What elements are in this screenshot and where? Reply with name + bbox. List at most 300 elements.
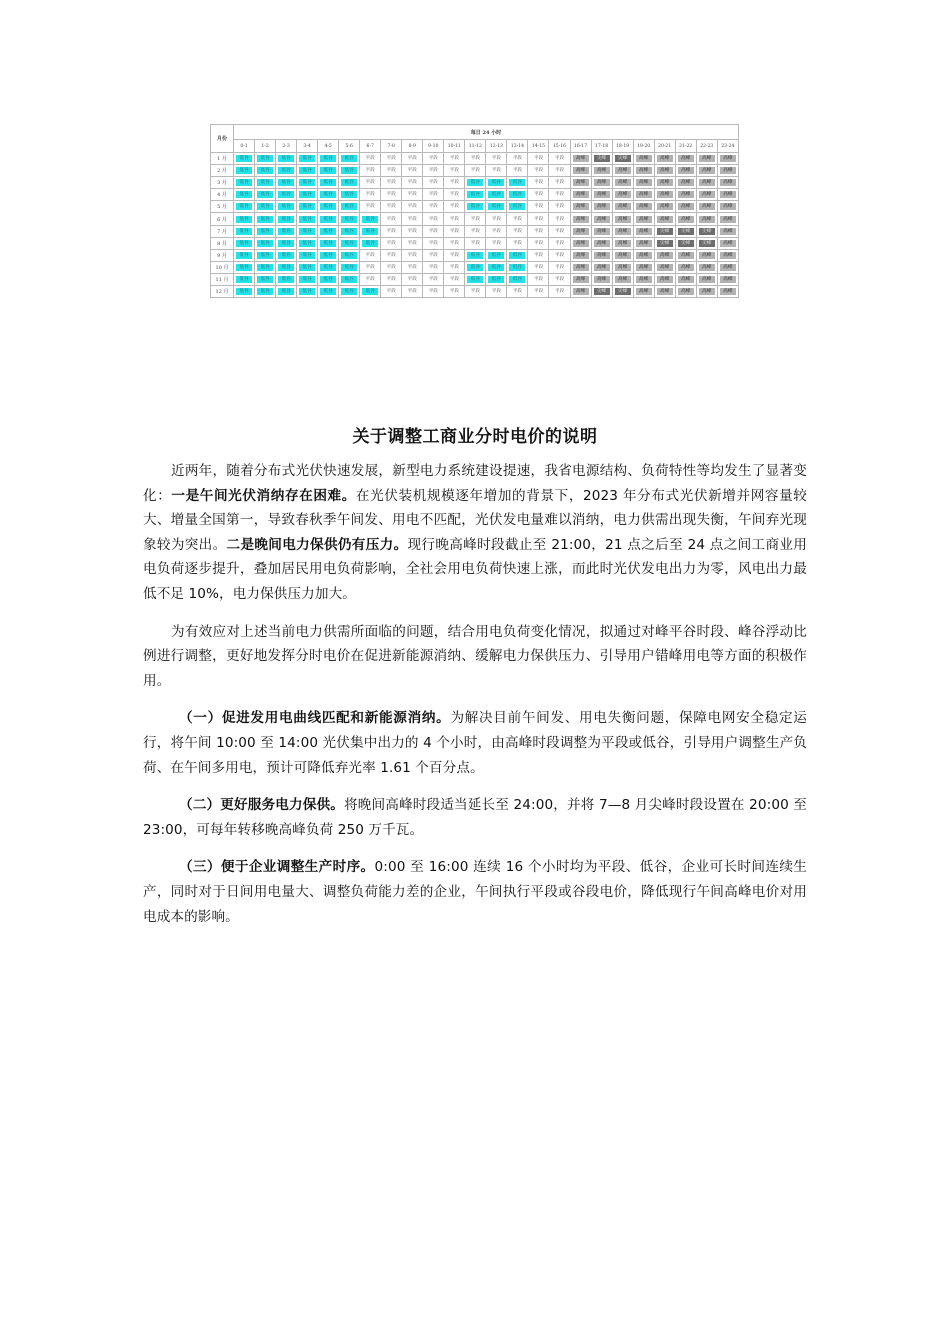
period-cell-flat [465,237,486,249]
period-cell-valley [255,237,276,249]
period-label: 平段 [425,203,441,210]
period-cell-valley [486,189,507,201]
period-label: 低谷 [278,228,294,235]
period-cell-flat [402,213,423,225]
period-cell-sharp [696,225,717,237]
period-label: 低谷 [488,203,504,210]
period-label: 高峰 [720,288,736,295]
month-label: 12 月 [211,286,234,298]
period-label: 高峰 [636,216,652,223]
period-cell-valley [276,165,297,177]
period-cell-flat [465,225,486,237]
period-cell-flat [423,213,444,225]
period-label: 平段 [362,155,378,162]
period-cell-valley [318,273,339,285]
period-label: 高峰 [678,179,694,186]
period-label: 低谷 [341,264,357,271]
period-cell-flat [402,286,423,298]
period-cell-flat [549,165,570,177]
period-cell-flat [402,189,423,201]
month-label: 5 月 [211,201,234,213]
period-label: 平段 [551,264,567,271]
period-cell-flat [444,261,465,273]
period-cell-peak [654,261,675,273]
period-label: 平段 [467,240,483,247]
period-label: 平段 [404,288,420,295]
period-cell-valley [318,225,339,237]
period-cell-valley [255,165,276,177]
period-cell-peak [696,249,717,261]
period-label: 低谷 [320,264,336,271]
period-cell-peak [717,189,738,201]
period-label: 低谷 [299,288,315,295]
period-label: 高峰 [720,167,736,174]
period-cell-valley [297,261,318,273]
period-cell-peak [717,177,738,189]
period-label: 平段 [383,228,399,235]
period-label: 高峰 [615,203,631,210]
document-body [143,422,807,929]
period-label: 平段 [446,167,462,174]
period-cell-valley [276,237,297,249]
period-label: 低谷 [257,216,273,223]
period-label: 平段 [530,155,546,162]
period-cell-peak [612,177,633,189]
table-row [211,165,739,177]
period-cell-peak [612,261,633,273]
period-cell-valley [486,249,507,261]
period-cell-valley [318,237,339,249]
period-label: 高峰 [594,228,610,235]
hour-header-cell: 19-20 [633,140,654,153]
period-cell-valley [339,225,360,237]
period-cell-flat [423,201,444,213]
period-label: 高峰 [594,203,610,210]
period-label: 尖峰 [594,288,610,295]
measure-three-heading: （三）便于企业调整生产时序。 [179,859,375,876]
period-cell-valley [297,273,318,285]
period-label: 平段 [383,191,399,198]
period-cell-valley [360,225,381,237]
period-label: 低谷 [509,203,525,210]
period-label: 低谷 [257,203,273,210]
month-label: 8 月 [211,237,234,249]
period-cell-peak [717,165,738,177]
period-cell-flat [486,237,507,249]
period-label: 低谷 [467,203,483,210]
period-label: 低谷 [278,179,294,186]
period-label: 低谷 [257,167,273,174]
period-cell-peak [570,225,591,237]
period-label: 高峰 [636,276,652,283]
period-label: 平段 [488,240,504,247]
period-cell-peak [717,153,738,165]
period-cell-sharp [675,225,696,237]
period-label: 平段 [467,228,483,235]
period-label: 高峰 [636,191,652,198]
period-label: 低谷 [236,276,252,283]
period-label: 平段 [404,203,420,210]
period-label: 平段 [404,264,420,271]
period-cell-valley [297,225,318,237]
hour-header-cell: 21-22 [675,140,696,153]
period-label: 低谷 [236,216,252,223]
period-cell-peak [675,261,696,273]
period-cell-valley [276,177,297,189]
period-label: 高峰 [573,228,589,235]
period-cell-valley [465,189,486,201]
period-cell-peak [591,249,612,261]
period-label: 低谷 [341,155,357,162]
period-cell-flat [444,153,465,165]
month-label: 1 月 [211,153,234,165]
period-cell-flat [549,189,570,201]
period-label: 低谷 [488,276,504,283]
period-cell-valley [276,189,297,201]
intro-text-1: 近两年，随着分布式光伏快速发展，新型电力系统建设提速，我省电源结构、负荷特性等均发生了显著变化： [143,463,807,504]
period-cell-peak [717,249,738,261]
period-cell-flat [381,286,402,298]
period-label: 尖峰 [699,228,715,235]
period-label: 低谷 [278,240,294,247]
period-label: 低谷 [362,288,378,295]
period-cell-flat [360,201,381,213]
period-label: 高峰 [657,276,673,283]
period-label: 低谷 [278,276,294,283]
period-label: 平段 [383,179,399,186]
table-row [211,286,739,298]
period-cell-flat [381,165,402,177]
period-label: 平段 [425,179,441,186]
table-row [211,249,739,261]
period-label: 低谷 [320,155,336,162]
period-label: 低谷 [236,228,252,235]
period-label: 低谷 [341,179,357,186]
period-cell-flat [486,165,507,177]
period-label: 高峰 [699,216,715,223]
period-label: 高峰 [657,155,673,162]
period-cell-flat [549,237,570,249]
period-label: 高峰 [594,264,610,271]
period-label: 低谷 [467,276,483,283]
period-label: 高峰 [699,252,715,259]
period-label: 平段 [446,216,462,223]
period-cell-flat [444,237,465,249]
period-label: 平段 [383,276,399,283]
period-label: 高峰 [615,252,631,259]
period-cell-peak [654,153,675,165]
period-label: 低谷 [299,179,315,186]
period-cell-flat [360,249,381,261]
period-cell-peak [570,237,591,249]
period-label: 高峰 [636,252,652,259]
period-label: 尖峰 [678,228,694,235]
period-label: 平段 [425,252,441,259]
period-label: 平段 [446,276,462,283]
hour-header-cell: 6-7 [360,140,381,153]
period-cell-valley [234,177,255,189]
period-cell-valley [234,165,255,177]
period-label: 低谷 [257,276,273,283]
period-cell-flat [381,237,402,249]
period-cell-flat [381,273,402,285]
measure-two-text: 将晚间高峰时段适当延长至 24:00，并将 7—8 月尖峰时段设置在 20:00 至 23:00，可每年转移晚高峰负荷 250 万千瓦。 [143,797,808,838]
period-cell-peak [654,213,675,225]
period-label: 平段 [425,216,441,223]
period-label: 平段 [551,288,567,295]
period-cell-peak [591,165,612,177]
period-cell-flat [423,165,444,177]
period-cell-peak [591,261,612,273]
period-label: 平段 [446,203,462,210]
period-label: 平段 [404,240,420,247]
period-cell-valley [255,177,276,189]
table-row [211,177,739,189]
period-cell-flat [549,153,570,165]
period-cell-peak [591,273,612,285]
period-label: 平段 [404,191,420,198]
period-cell-valley [360,213,381,225]
period-label: 高峰 [678,288,694,295]
period-label: 低谷 [320,167,336,174]
period-label: 平段 [530,240,546,247]
period-cell-peak [633,177,654,189]
period-label: 高峰 [615,191,631,198]
period-cell-peak [633,165,654,177]
period-cell-flat [360,189,381,201]
period-cell-peak [675,177,696,189]
period-cell-flat [381,213,402,225]
period-label: 平段 [362,179,378,186]
period-label: 平段 [425,240,441,247]
point-one-heading: 一是午间光伏消纳存在困难。 [171,487,356,504]
period-cell-flat [528,237,549,249]
period-label: 高峰 [636,167,652,174]
period-label: 高峰 [657,203,673,210]
period-label: 低谷 [257,288,273,295]
period-label: 低谷 [320,191,336,198]
period-cell-valley [276,261,297,273]
period-cell-valley [318,165,339,177]
period-label: 尖峰 [615,288,631,295]
period-label: 高峰 [720,191,736,198]
table-row [211,225,739,237]
period-label: 低谷 [320,276,336,283]
period-label: 平段 [446,240,462,247]
period-cell-peak [675,213,696,225]
period-label: 低谷 [278,264,294,271]
period-label: 尖峰 [657,228,673,235]
period-cell-valley [339,286,360,298]
period-cell-flat [444,225,465,237]
period-label: 低谷 [362,216,378,223]
period-label: 高峰 [720,276,736,283]
period-label: 低谷 [299,228,315,235]
period-label: 高峰 [720,216,736,223]
period-cell-flat [402,261,423,273]
table-row [211,237,739,249]
period-cell-peak [612,273,633,285]
period-cell-valley [339,189,360,201]
period-label: 低谷 [236,203,252,210]
period-label: 高峰 [699,167,715,174]
period-label: 平段 [488,167,504,174]
period-cell-peak [717,261,738,273]
period-cell-flat [549,273,570,285]
period-cell-peak [570,165,591,177]
period-cell-peak [717,213,738,225]
period-cell-peak [675,153,696,165]
period-label: 平段 [551,191,567,198]
period-cell-valley [234,213,255,225]
period-label: 高峰 [636,240,652,247]
period-cell-sharp [654,237,675,249]
period-label: 平段 [362,252,378,259]
period-cell-peak [591,225,612,237]
period-label: 平段 [383,288,399,295]
period-cell-sharp [612,286,633,298]
period-label: 平段 [425,191,441,198]
period-cell-flat [360,165,381,177]
period-cell-flat [486,286,507,298]
period-label: 平段 [551,240,567,247]
period-cell-peak [570,249,591,261]
period-label: 高峰 [573,240,589,247]
period-label: 平段 [362,203,378,210]
period-label: 低谷 [299,276,315,283]
period-cell-flat [402,201,423,213]
period-label: 低谷 [299,240,315,247]
period-label: 平段 [530,203,546,210]
period-cell-valley [339,249,360,261]
period-cell-valley [465,273,486,285]
period-cell-peak [696,201,717,213]
period-label: 高峰 [615,167,631,174]
period-label: 高峰 [657,252,673,259]
period-cell-valley [276,273,297,285]
period-cell-flat [507,286,528,298]
period-cell-valley [318,189,339,201]
period-cell-peak [633,249,654,261]
period-label: 高峰 [720,179,736,186]
period-cell-flat [402,177,423,189]
period-label: 高峰 [573,264,589,271]
period-label: 高峰 [573,167,589,174]
month-label: 6 月 [211,213,234,225]
period-label: 尖峰 [678,240,694,247]
period-label: 高峰 [657,288,673,295]
period-cell-peak [675,249,696,261]
period-cell-peak [570,213,591,225]
period-cell-flat [402,237,423,249]
point-two-heading: 二是晚间电力保供仍有压力。 [226,536,408,553]
period-label: 高峰 [699,264,715,271]
period-label: 低谷 [236,264,252,271]
period-label: 平段 [404,167,420,174]
period-cell-peak [675,189,696,201]
period-label: 高峰 [678,252,694,259]
period-cell-flat [423,273,444,285]
period-label: 高峰 [573,179,589,186]
period-label: 高峰 [720,240,736,247]
table-row [211,273,739,285]
hour-header-cell: 22-23 [696,140,717,153]
period-label: 低谷 [236,288,252,295]
period-cell-peak [570,153,591,165]
period-label: 低谷 [236,155,252,162]
period-cell-valley [297,213,318,225]
period-cell-peak [570,261,591,273]
period-label: 平段 [509,288,525,295]
period-label: 平段 [383,167,399,174]
hour-header-cell: 7-8 [381,140,402,153]
table-row [211,213,739,225]
period-cell-valley [255,153,276,165]
period-label: 平段 [551,167,567,174]
period-label: 高峰 [699,203,715,210]
period-cell-valley [297,286,318,298]
period-label: 平段 [551,203,567,210]
period-label: 平段 [425,264,441,271]
period-cell-valley [318,213,339,225]
period-cell-flat [423,177,444,189]
period-label: 低谷 [236,240,252,247]
period-label: 平段 [446,264,462,271]
period-cell-valley [255,286,276,298]
hour-header-cell: 4-5 [318,140,339,153]
period-cell-flat [402,153,423,165]
period-label: 平段 [467,216,483,223]
period-cell-peak [570,201,591,213]
period-label: 高峰 [678,155,694,162]
period-label: 平段 [551,179,567,186]
period-label: 低谷 [320,228,336,235]
period-label: 低谷 [509,252,525,259]
period-cell-flat [423,249,444,261]
period-label: 低谷 [257,228,273,235]
period-label: 低谷 [362,240,378,247]
period-label: 低谷 [257,252,273,259]
period-cell-peak [696,165,717,177]
period-label: 平段 [383,240,399,247]
period-cell-valley [318,177,339,189]
period-cell-flat [444,165,465,177]
period-cell-valley [507,249,528,261]
period-cell-valley [360,237,381,249]
period-cell-flat [465,213,486,225]
period-cell-flat [402,165,423,177]
period-label: 高峰 [573,155,589,162]
period-cell-flat [465,153,486,165]
period-label: 平段 [362,264,378,271]
period-label: 平段 [509,167,525,174]
period-cell-peak [696,273,717,285]
period-label: 高峰 [678,191,694,198]
period-label: 低谷 [488,191,504,198]
period-label: 低谷 [341,167,357,174]
period-cell-valley [339,201,360,213]
period-cell-flat [423,261,444,273]
period-cell-flat [402,249,423,261]
measure-one-heading: （一）促进发用电曲线匹配和新能源消纳。 [179,710,451,727]
period-cell-flat [528,286,549,298]
period-cell-sharp [654,225,675,237]
period-cell-valley [255,249,276,261]
period-cell-valley [339,213,360,225]
period-cell-valley [297,165,318,177]
period-cell-peak [591,189,612,201]
period-cell-flat [465,165,486,177]
